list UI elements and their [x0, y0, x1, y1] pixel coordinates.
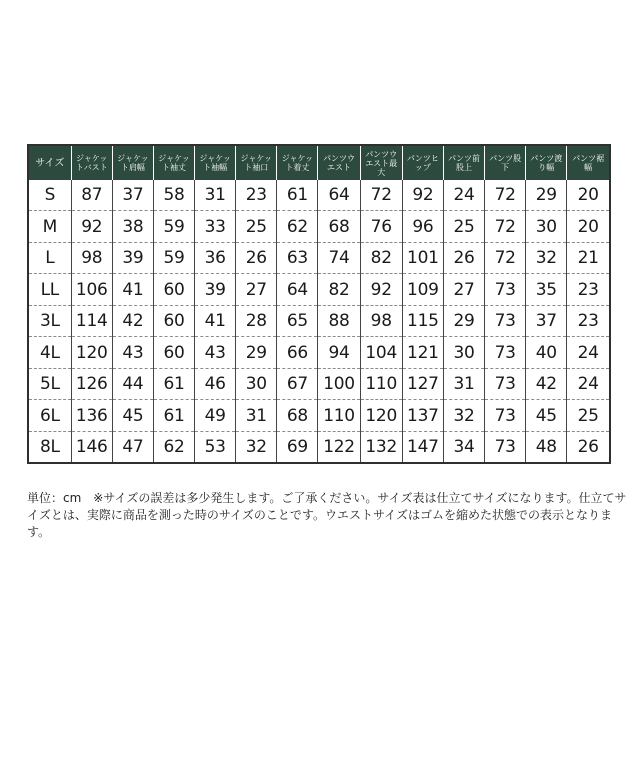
table-row [29, 400, 609, 432]
measure-cell: 40 [526, 337, 567, 369]
measure-cell: 73 [485, 305, 526, 337]
measure-cell: 101 [402, 242, 443, 274]
measure-cell: 110 [360, 368, 402, 400]
size-label-cell: LL [29, 274, 71, 306]
measure-cell: 92 [402, 180, 443, 211]
measure-cell: 47 [112, 431, 153, 462]
measure-cell: 87 [71, 180, 112, 211]
measure-cell: 23 [567, 274, 609, 306]
size-label-cell: L [29, 242, 71, 274]
measure-cell: 92 [71, 211, 112, 243]
measure-cell: 122 [318, 431, 360, 462]
measure-cell: 66 [277, 337, 318, 369]
measure-cell: 31 [236, 400, 277, 432]
measure-cell: 110 [318, 400, 360, 432]
size-note [27, 490, 627, 541]
measure-cell: 25 [443, 211, 484, 243]
measure-cell: 73 [485, 400, 526, 432]
header-row [29, 146, 609, 180]
measure-cell: 146 [71, 431, 112, 462]
measure-cell: 73 [485, 368, 526, 400]
measure-cell: 72 [485, 211, 526, 243]
measure-cell: 30 [443, 337, 484, 369]
measure-cell: 64 [318, 180, 360, 211]
measure-cell: 38 [112, 211, 153, 243]
measure-cell: 67 [277, 368, 318, 400]
measure-cell: 24 [567, 337, 609, 369]
measure-cell: 88 [318, 305, 360, 337]
header-measure: ジャケット袖丈 [153, 146, 194, 180]
measure-cell: 59 [153, 211, 194, 243]
size-chart [27, 144, 611, 464]
header-measure: ジャケット袖幅 [195, 146, 236, 180]
measure-cell: 114 [71, 305, 112, 337]
size-table [29, 146, 609, 462]
measure-cell: 147 [402, 431, 443, 462]
measure-cell: 39 [112, 242, 153, 274]
measure-cell: 31 [195, 180, 236, 211]
measure-cell: 26 [236, 242, 277, 274]
table-header [29, 146, 609, 180]
measure-cell: 120 [360, 400, 402, 432]
header-measure: ジャケット着丈 [277, 146, 318, 180]
measure-cell: 24 [567, 368, 609, 400]
note-text: 単位：cm ※サイズの誤差は多少発生します。ご了承ください。サイズ表は仕立てサイズになります。仕立てサイズとは、実際に商品を測った時のサイズのことです。ウエストサイズはゴムを縮めた状態での表示となります。 [27, 491, 627, 539]
measure-cell: 43 [195, 337, 236, 369]
measure-cell: 94 [318, 337, 360, 369]
measure-cell: 27 [236, 274, 277, 306]
measure-cell: 21 [567, 242, 609, 274]
measure-cell: 73 [485, 274, 526, 306]
measure-cell: 26 [443, 242, 484, 274]
measure-cell: 126 [71, 368, 112, 400]
measure-cell: 37 [526, 305, 567, 337]
measure-cell: 45 [112, 400, 153, 432]
measure-cell: 60 [153, 274, 194, 306]
measure-cell: 136 [71, 400, 112, 432]
header-size: サイズ [29, 146, 71, 180]
measure-cell: 33 [195, 211, 236, 243]
table-row [29, 242, 609, 274]
table-row [29, 305, 609, 337]
table-row [29, 274, 609, 306]
measure-cell: 65 [277, 305, 318, 337]
size-label-cell: 8L [29, 431, 71, 462]
header-measure: ジャケット肩幅 [112, 146, 153, 180]
measure-cell: 44 [112, 368, 153, 400]
measure-cell: 137 [402, 400, 443, 432]
measure-cell: 29 [526, 180, 567, 211]
measure-cell: 106 [71, 274, 112, 306]
measure-cell: 42 [526, 368, 567, 400]
header-measure: パンツ渡り幅 [526, 146, 567, 180]
measure-cell: 120 [71, 337, 112, 369]
size-label-cell: 6L [29, 400, 71, 432]
measure-cell: 43 [112, 337, 153, 369]
table-row [29, 337, 609, 369]
size-label-cell: 4L [29, 337, 71, 369]
measure-cell: 32 [236, 431, 277, 462]
measure-cell: 37 [112, 180, 153, 211]
measure-cell: 62 [153, 431, 194, 462]
measure-cell: 31 [443, 368, 484, 400]
measure-cell: 29 [443, 305, 484, 337]
measure-cell: 61 [277, 180, 318, 211]
size-label-cell: 5L [29, 368, 71, 400]
measure-cell: 73 [485, 337, 526, 369]
header-measure: パンツ股下 [485, 146, 526, 180]
header-measure: パンツ前股上 [443, 146, 484, 180]
measure-cell: 121 [402, 337, 443, 369]
header-measure: パンツヒップ [402, 146, 443, 180]
measure-cell: 34 [443, 431, 484, 462]
table-row [29, 211, 609, 243]
measure-cell: 73 [485, 431, 526, 462]
measure-cell: 72 [485, 242, 526, 274]
measure-cell: 109 [402, 274, 443, 306]
measure-cell: 82 [318, 274, 360, 306]
size-label-cell: 3L [29, 305, 71, 337]
measure-cell: 30 [236, 368, 277, 400]
measure-cell: 74 [318, 242, 360, 274]
measure-cell: 29 [236, 337, 277, 369]
measure-cell: 98 [360, 305, 402, 337]
measure-cell: 96 [402, 211, 443, 243]
header-measure: ジャケット袖口 [236, 146, 277, 180]
measure-cell: 68 [277, 400, 318, 432]
measure-cell: 100 [318, 368, 360, 400]
measure-cell: 132 [360, 431, 402, 462]
measure-cell: 20 [567, 180, 609, 211]
measure-cell: 61 [153, 368, 194, 400]
measure-cell: 82 [360, 242, 402, 274]
measure-cell: 23 [236, 180, 277, 211]
measure-cell: 24 [443, 180, 484, 211]
measure-cell: 59 [153, 242, 194, 274]
measure-cell: 60 [153, 305, 194, 337]
measure-cell: 25 [236, 211, 277, 243]
measure-cell: 41 [195, 305, 236, 337]
measure-cell: 36 [195, 242, 236, 274]
measure-cell: 26 [567, 431, 609, 462]
size-label-cell: S [44, 185, 56, 206]
measure-cell: 72 [485, 180, 526, 211]
header-measure: パンツウエスト [318, 146, 360, 180]
measure-cell: 20 [567, 211, 609, 243]
measure-cell: 104 [360, 337, 402, 369]
measure-cell: 46 [195, 368, 236, 400]
table-row [29, 368, 609, 400]
measure-cell: 76 [360, 211, 402, 243]
measure-cell: 61 [153, 400, 194, 432]
header-measure: ジャケットバスト [71, 146, 112, 180]
size-label-cell: M [29, 211, 71, 243]
measure-cell: 41 [112, 274, 153, 306]
table-row [29, 431, 609, 462]
measure-cell: 39 [195, 274, 236, 306]
measure-cell: 72 [360, 180, 402, 211]
measure-cell: 68 [318, 211, 360, 243]
table-row [29, 180, 609, 211]
measure-cell: 53 [195, 431, 236, 462]
measure-cell: 30 [526, 211, 567, 243]
measure-cell: 64 [277, 274, 318, 306]
measure-cell: 32 [443, 400, 484, 432]
measure-cell: 98 [71, 242, 112, 274]
measure-cell: 25 [567, 400, 609, 432]
table-body [29, 180, 609, 462]
measure-cell: 63 [277, 242, 318, 274]
measure-cell: 58 [153, 180, 194, 211]
measure-cell: 42 [112, 305, 153, 337]
header-measure: パンツウエスト最大 [360, 146, 402, 180]
measure-cell: 49 [195, 400, 236, 432]
measure-cell: 28 [236, 305, 277, 337]
measure-cell: 69 [277, 431, 318, 462]
measure-cell: 23 [567, 305, 609, 337]
measure-cell: 62 [277, 211, 318, 243]
measure-cell: 127 [402, 368, 443, 400]
measure-cell: 45 [526, 400, 567, 432]
measure-cell: 92 [360, 274, 402, 306]
measure-cell: 32 [526, 242, 567, 274]
header-measure: パンツ裾幅 [567, 146, 609, 180]
measure-cell: 27 [443, 274, 484, 306]
measure-cell: 115 [402, 305, 443, 337]
measure-cell: 48 [526, 431, 567, 462]
measure-cell: 35 [526, 274, 567, 306]
measure-cell: 60 [153, 337, 194, 369]
